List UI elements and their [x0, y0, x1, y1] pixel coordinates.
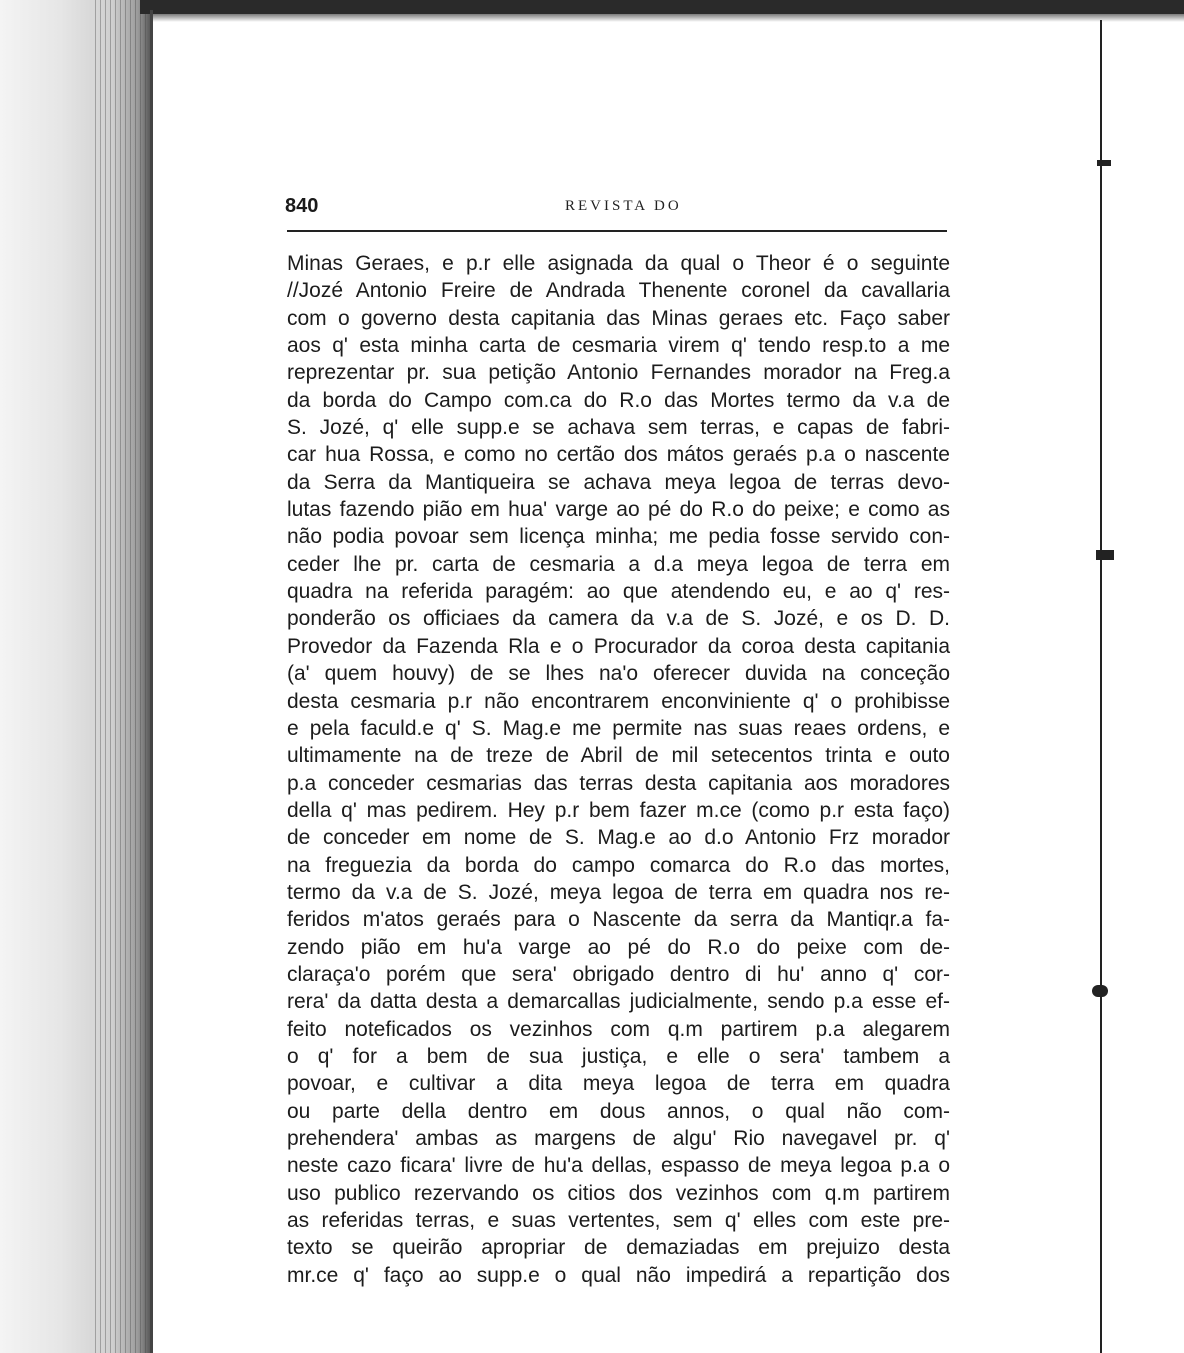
text-line: da Serra da Mantiqueira se achava meya legoa de terras devo- — [287, 470, 950, 494]
text-line: desta cesmaria p.r não encontrarem enconviniente q' o prohibisse — [287, 689, 950, 713]
text-line: //Jozé Antonio Freire de Andrada Thenente coronel da cavallaria — [287, 279, 950, 303]
margin-mark — [1096, 550, 1114, 560]
text-line: reprezentar pr. sua petição Antonio Fernandes morador na Freg.a — [287, 361, 950, 385]
document-body — [287, 250, 950, 1289]
text-line: claraça'o porém que sera' obrigado dentro di hu' anno q' cor- — [287, 962, 950, 986]
text-line: S. Jozé, q' elle supp.e se achava sem terras, e capas de fabri- — [287, 416, 950, 440]
text-line: prehendera' ambas as margens de algu' Rio navegavel pr. q' — [287, 1127, 950, 1150]
text-line: lutas fazendo pião em hua' varge ao pé do R.o do peixe; e como as — [287, 498, 950, 522]
text-line: as referidas terras, e suas vertentes, sem q' elles com este pre- — [287, 1209, 950, 1233]
text-line: feridos m'atos geraés para o Nascente da serra da Mantiqr.a fa- — [287, 908, 950, 932]
scan-right-edge — [1100, 20, 1102, 1353]
page-number: 840 — [285, 195, 319, 217]
scan-top-edge — [140, 0, 1184, 14]
text-line: o q' for a bem de sua justiça, e elle o sera' tambem a — [287, 1044, 950, 1068]
text-line: de conceder em nome de S. Mag.e ao d.o Antonio Frz morador — [287, 826, 950, 850]
margin-mark — [1092, 985, 1108, 997]
text-line: (a' quem houvy) de se lhes na'o oferecer duvida na conceção — [287, 662, 950, 686]
text-line: termo da v.a de S. Jozé, meya legoa de terra em quadra nos re- — [287, 880, 950, 904]
text-line: feito noteficados os vezinhos com q.m partirem p.a alegarem — [287, 1017, 950, 1041]
text-line: da borda do Campo com.ca do R.o das Mortes termo da v.a de — [287, 388, 950, 412]
margin-mark — [1097, 160, 1111, 166]
text-line: ultimamente na de treze de Abril de mil setecentos trinta e outo — [287, 744, 950, 768]
running-header — [285, 195, 945, 225]
text-line: aos q' esta minha carta de cesmaria virem q' tendo resp.to a me — [287, 334, 950, 358]
running-title: REVISTA DO — [565, 198, 682, 214]
book-spine-page-edges — [95, 0, 150, 1353]
text-line: mr.ce q' faço ao supp.e o qual não impedirá a repartição dos — [287, 1263, 950, 1287]
text-line: della q' mas pedirem. Hey p.r bem fazer m.ce (como p.r esta faço) — [287, 798, 950, 822]
text-line: neste cazo ficara' livre de hu'a dellas, espasso de meya legoa p.a o — [287, 1154, 950, 1178]
text-line: ou parte della dentro em dous annos, o qual não com- — [287, 1099, 950, 1123]
text-line: e pela faculd.e q' S. Mag.e me permite nas suas reaes ordens, e — [287, 716, 950, 740]
text-line: p.a conceder cesmarias das terras desta capitania aos moradores — [287, 771, 950, 795]
text-line: texto se queirão apropriar de demaziadas em prejuizo desta — [287, 1236, 950, 1260]
text-line: rera' da datta desta a demarcallas judicialmente, sendo p.a esse ef- — [287, 990, 950, 1014]
header-rule — [287, 230, 947, 232]
text-line: com o governo desta capitania das Minas geraes etc. Faço saber — [287, 306, 950, 330]
page-left-border — [150, 10, 153, 1353]
text-line: não podia povoar sem licença minha; me pedia fosse servido con- — [287, 525, 950, 549]
text-line: Minas Geraes, e p.r elle asignada da qual o Theor é o seguinte — [287, 252, 950, 275]
text-line: quadra na referida paragém: ao que atendendo eu, e ao q' res- — [287, 580, 950, 604]
text-line: povoar, e cultivar a dita meya legoa de terra em quadra — [287, 1072, 950, 1096]
text-line: uso publico rezervando os citios dos vezinhos com q.m partirem — [287, 1181, 950, 1205]
text-line: na freguezia da borda do campo comarca do R.o das mortes, — [287, 853, 950, 877]
text-line: car hua Rossa, e como no certão dos mátos geraés p.a o nascente — [287, 443, 950, 467]
text-line: ceder lhe pr. carta de cesmaria a d.a meya legoa de terra em — [287, 552, 950, 576]
text-line: zendo pião em hu'a varge ao pé do R.o do peixe com de- — [287, 935, 950, 959]
text-line: ponderão os officiaes da camera da v.a de S. Jozé, e os D. D. — [287, 607, 950, 631]
scan-top-shadow — [150, 14, 1184, 22]
text-line: Provedor da Fazenda Rla e o Procurador da coroa desta capitania — [287, 634, 950, 658]
